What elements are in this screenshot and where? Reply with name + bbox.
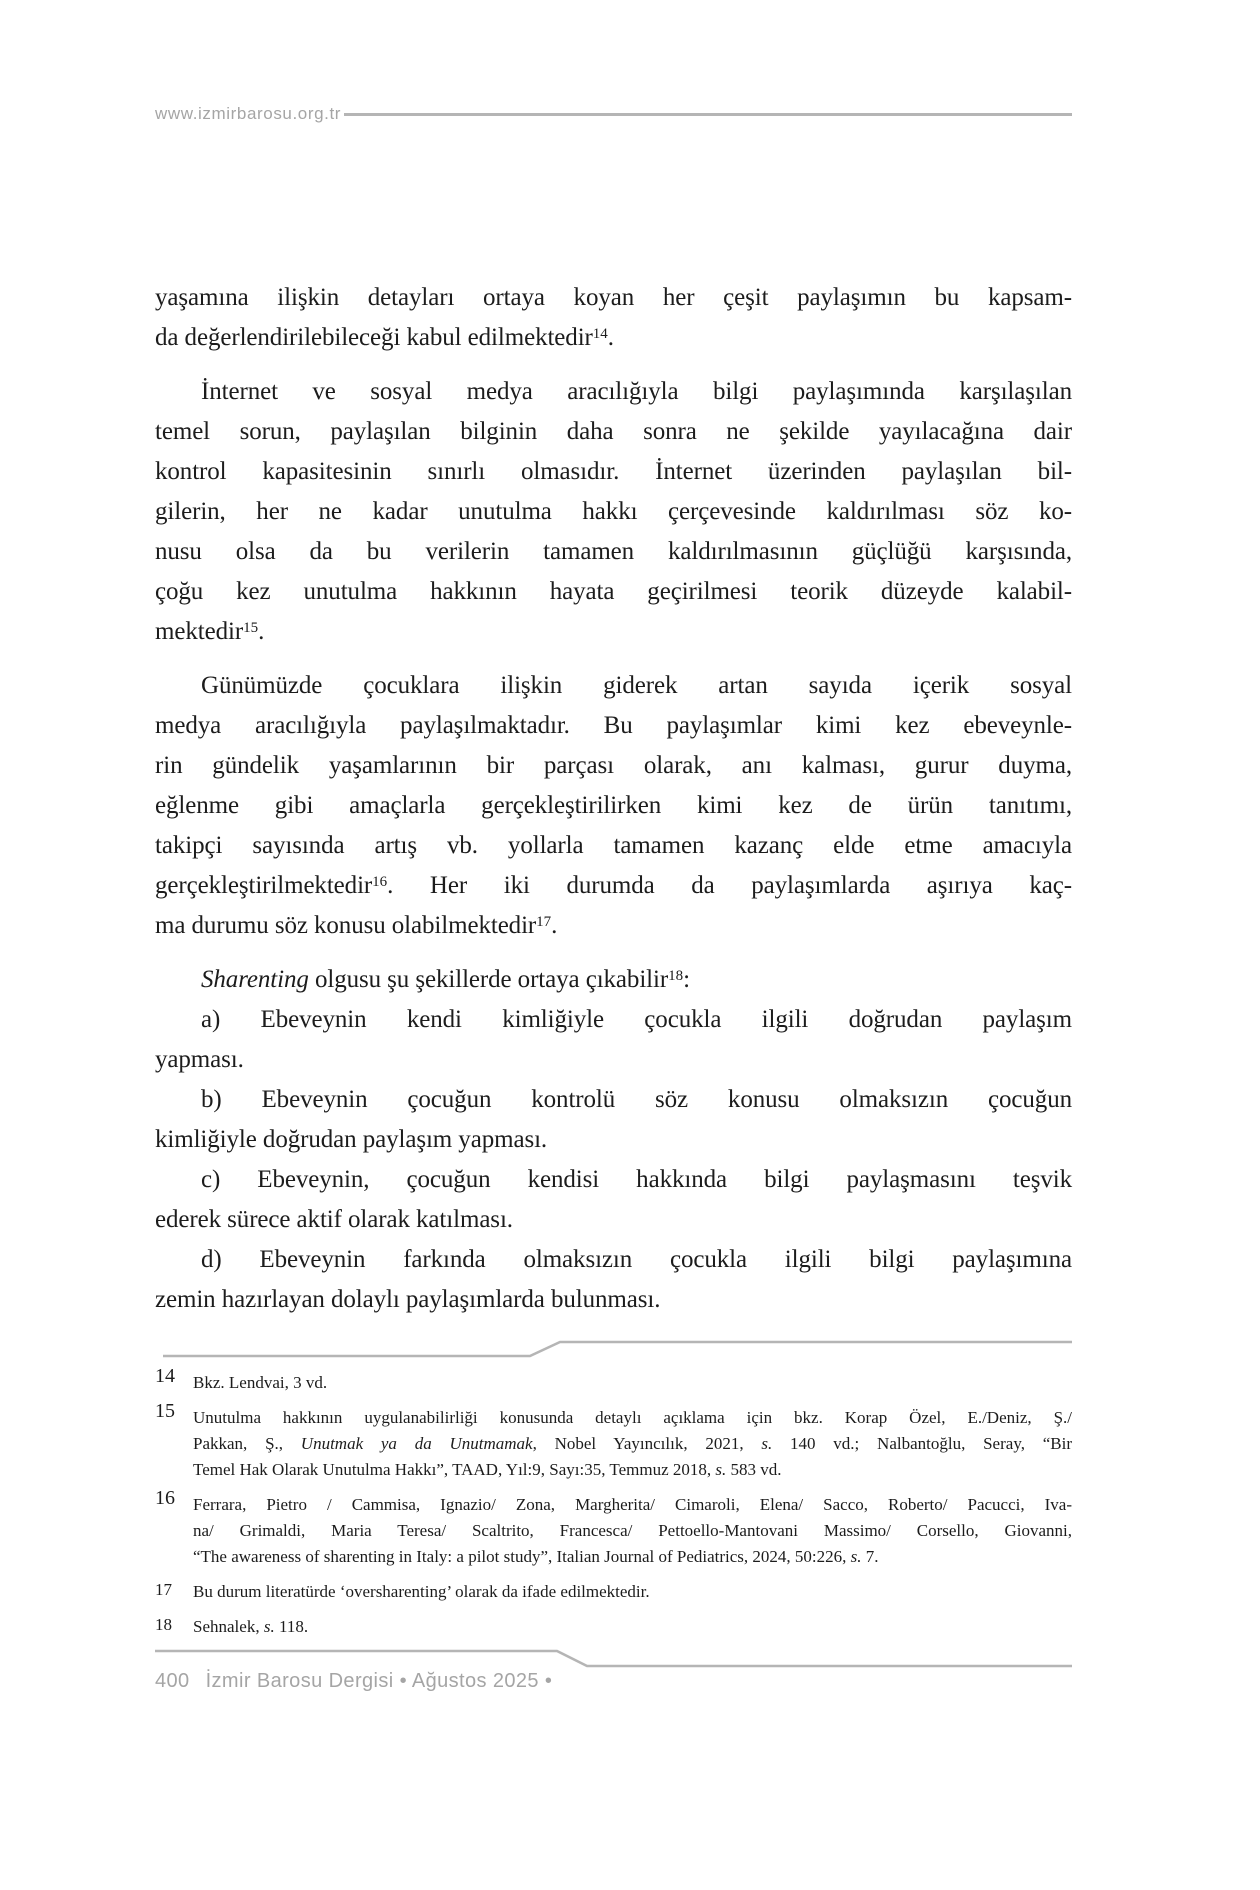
paragraph [155,1160,1072,1240]
text-segment: c) Ebeveynin, çocuğun kendisi hakkında bilgi paylaşmasını teşvik [201,1166,1072,1193]
paragraph [155,1000,1072,1080]
text-segment: Sehnalek, [193,1617,264,1636]
superscript-marker: 16 [372,873,388,890]
text-segment: yapması. [155,1046,244,1073]
text-segment: nusu olsa da bu verilerin tamamen kaldırılmasının güçlüğü karşısında, [155,538,1072,565]
footnote-number: 17 [155,1580,172,1599]
italic-text-segment: s. [761,1434,773,1453]
footnote-separator-line [155,1338,1072,1360]
text-line [155,906,1072,946]
text-segment: . Her iki durumda da paylaşımlarda aşırıya kaç- [387,872,1072,899]
text-line [193,1579,1072,1605]
text-segment: gilerin, her ne kadar unutulma hakkı çerçevesinde kaldırılması söz ko- [155,498,1072,525]
text-line [155,666,1072,706]
text-line [155,1280,1072,1320]
footnote-content [193,1405,1072,1483]
text-line [155,960,1072,1000]
paragraph [155,278,1072,358]
text-segment: rin gündelik yaşamlarının bir parçası olarak, anı kalması, gurur duyma, [155,752,1072,779]
footnote-content [193,1579,1072,1605]
header [155,104,1072,124]
text-segment: ederek sürece aktif olarak katılması. [155,1206,513,1233]
footnote [155,1487,1072,1570]
text-segment: . [551,912,558,939]
text-segment: mektedir [155,618,244,645]
footnote-number: 16 [155,1487,175,1509]
text-line [155,706,1072,746]
superscript-marker: 18 [668,967,684,984]
text-line [193,1370,1072,1396]
text-line [155,1160,1072,1200]
text-line [155,318,1072,358]
text-line [155,1200,1072,1240]
footnote [155,1579,1072,1605]
text-line [155,826,1072,866]
text-segment: 583 vd. [726,1460,782,1479]
italic-text-segment: s. [263,1617,275,1636]
header-rule-line [344,113,1072,116]
text-line [155,866,1072,906]
text-segment: . [258,618,265,645]
text-line [155,452,1072,492]
footnote-number: 18 [155,1615,172,1634]
italic-text-segment: s. [715,1460,727,1479]
text-segment: , Nobel Yayıncılık, 2021, [532,1434,762,1453]
text-segment: yaşamına ilişkin detayları ortaya koyan her çeşit paylaşımın bu kapsam- [155,284,1072,311]
text-segment: Bu durum literatürde ‘oversharenting’ olarak da ifade edilmektedir. [193,1582,650,1601]
text-segment: da değerlendirilebileceği kabul edilmektedir [155,324,593,351]
text-segment: 7. [861,1547,879,1566]
superscript-marker: 17 [536,913,552,930]
text-segment: na/ Grimaldi, Maria Teresa/ Scaltrito, Francesca/ Pettoello-Mantovani Massimo/ Corsello, Giovanni, [193,1521,1072,1540]
text-line [193,1518,1072,1544]
text-segment: 140 vd.; Nalbantoğlu, Seray, “Bir [772,1434,1072,1453]
text-line [155,372,1072,412]
text-line [193,1405,1072,1431]
footnote-content [193,1492,1072,1570]
text-segment: 118. [274,1617,309,1636]
text-line [155,1000,1072,1040]
text-segment: Temel Hak Olarak Unutulma Hakkı”, TAAD, Yıl:9, Sayı:35, Temmuz 2018, [193,1460,716,1479]
footnote [155,1365,1072,1396]
footnote-number: 14 [155,1365,175,1387]
text-segment: Unutulma hakkının uygulanabilirliği konusunda detaylı açıklama için bkz. Korap Özel, E./Deniz, Ş./ [193,1408,1072,1427]
footnote-content [193,1370,1072,1396]
italic-text-segment: Unutmak ya da Unutmamak [300,1434,533,1453]
text-line [155,1040,1072,1080]
text-line [155,532,1072,572]
text-segment: temel sorun, paylaşılan bilginin daha sonra ne şekilde yayılacağına dair [155,418,1072,445]
footnote-number: 15 [155,1400,175,1422]
text-segment: b) Ebeveynin çocuğun kontrolü söz konusu olmaksızın çocuğun [201,1086,1072,1113]
text-line [193,1457,1072,1483]
footer-page-number: 400 [155,1670,190,1692]
footnote [155,1400,1072,1483]
italic-text-segment: Sharenting [201,966,309,993]
body-text [155,278,1072,1320]
footnotes [155,1365,1072,1649]
text-line [155,746,1072,786]
superscript-marker: 14 [592,325,608,342]
text-segment: gerçekleştirilmektedir [155,872,373,899]
text-segment: olgusu şu şekillerde ortaya çıkabilir [308,966,669,993]
text-line [155,612,1072,652]
text-segment: Bkz. Lendvai, 3 vd. [193,1373,328,1392]
footnote [155,1614,1072,1640]
text-segment: a) Ebeveynin kendi kimliğiyle çocukla ilgili doğrudan paylaşım [201,1006,1072,1033]
text-segment: d) Ebeveynin farkında olmaksızın çocukla ilgili bilgi paylaşımına [201,1246,1072,1273]
text-line [155,1080,1072,1120]
text-segment: medya aracılığıyla paylaşılmaktadır. Bu paylaşımlar kimi kez ebeveynle- [155,712,1072,739]
text-line [155,1240,1072,1280]
text-segment: çoğu kez unutulma hakkının hayata geçirilmesi teorik düzeyde kalabil- [155,578,1072,605]
footer-decoration-line [155,1648,1072,1670]
text-line [155,572,1072,612]
paragraph [155,960,1072,1000]
text-segment: “The awareness of sharenting in Italy: a pilot study”, Italian Journal of Pediatrics, 2024, 50:226, [193,1547,851,1566]
text-segment: ma durumu söz konusu olabilmektedir [155,912,537,939]
footer [155,1670,552,1693]
header-url: www.izmirbarosu.org.tr [155,104,342,123]
text-segment: takipçi sayısında artış vb. yollarla tamamen kazanç elde etme amacıyla [155,832,1072,859]
text-segment: İnternet ve sosyal medya aracılığıyla bilgi paylaşımında karşılaşılan [201,378,1072,405]
text-segment: Pakkan, Ş., [193,1434,301,1453]
text-segment: : [683,966,690,993]
footer-journal-title: İzmir Barosu Dergisi • Ağustos 2025 • [205,1670,553,1692]
text-line [155,786,1072,826]
text-segment: kimliğiyle doğrudan paylaşım yapması. [155,1126,548,1153]
text-line [193,1492,1072,1518]
text-line [193,1431,1072,1457]
paragraph [155,1080,1072,1160]
paragraph [155,666,1072,946]
paragraph [155,1240,1072,1320]
footnote-content [193,1614,1072,1640]
text-line [155,278,1072,318]
text-line [155,412,1072,452]
text-line [193,1544,1072,1570]
text-segment: kontrol kapasitesinin sınırlı olmasıdır. İnternet üzerinden paylaşılan bil- [155,458,1072,485]
text-segment: Günümüzde çocuklara ilişkin giderek artan sayıda içerik sosyal [201,672,1072,699]
italic-text-segment: s. [850,1547,862,1566]
text-segment: zemin hazırlayan dolaylı paylaşımlarda bulunması. [155,1286,661,1313]
text-segment: eğlenme gibi amaçlarla gerçekleştirilirken kimi kez de ürün tanıtımı, [155,792,1072,819]
text-segment: . [607,324,614,351]
text-segment: Ferrara, Pietro / Cammisa, Ignazio/ Zona, Margherita/ Cimaroli, Elena/ Sacco, Roberto/ Pacucci, Iva- [193,1495,1072,1514]
superscript-marker: 15 [243,619,259,636]
text-line [193,1614,1072,1640]
text-line [155,492,1072,532]
paragraph [155,372,1072,652]
text-line [155,1120,1072,1160]
